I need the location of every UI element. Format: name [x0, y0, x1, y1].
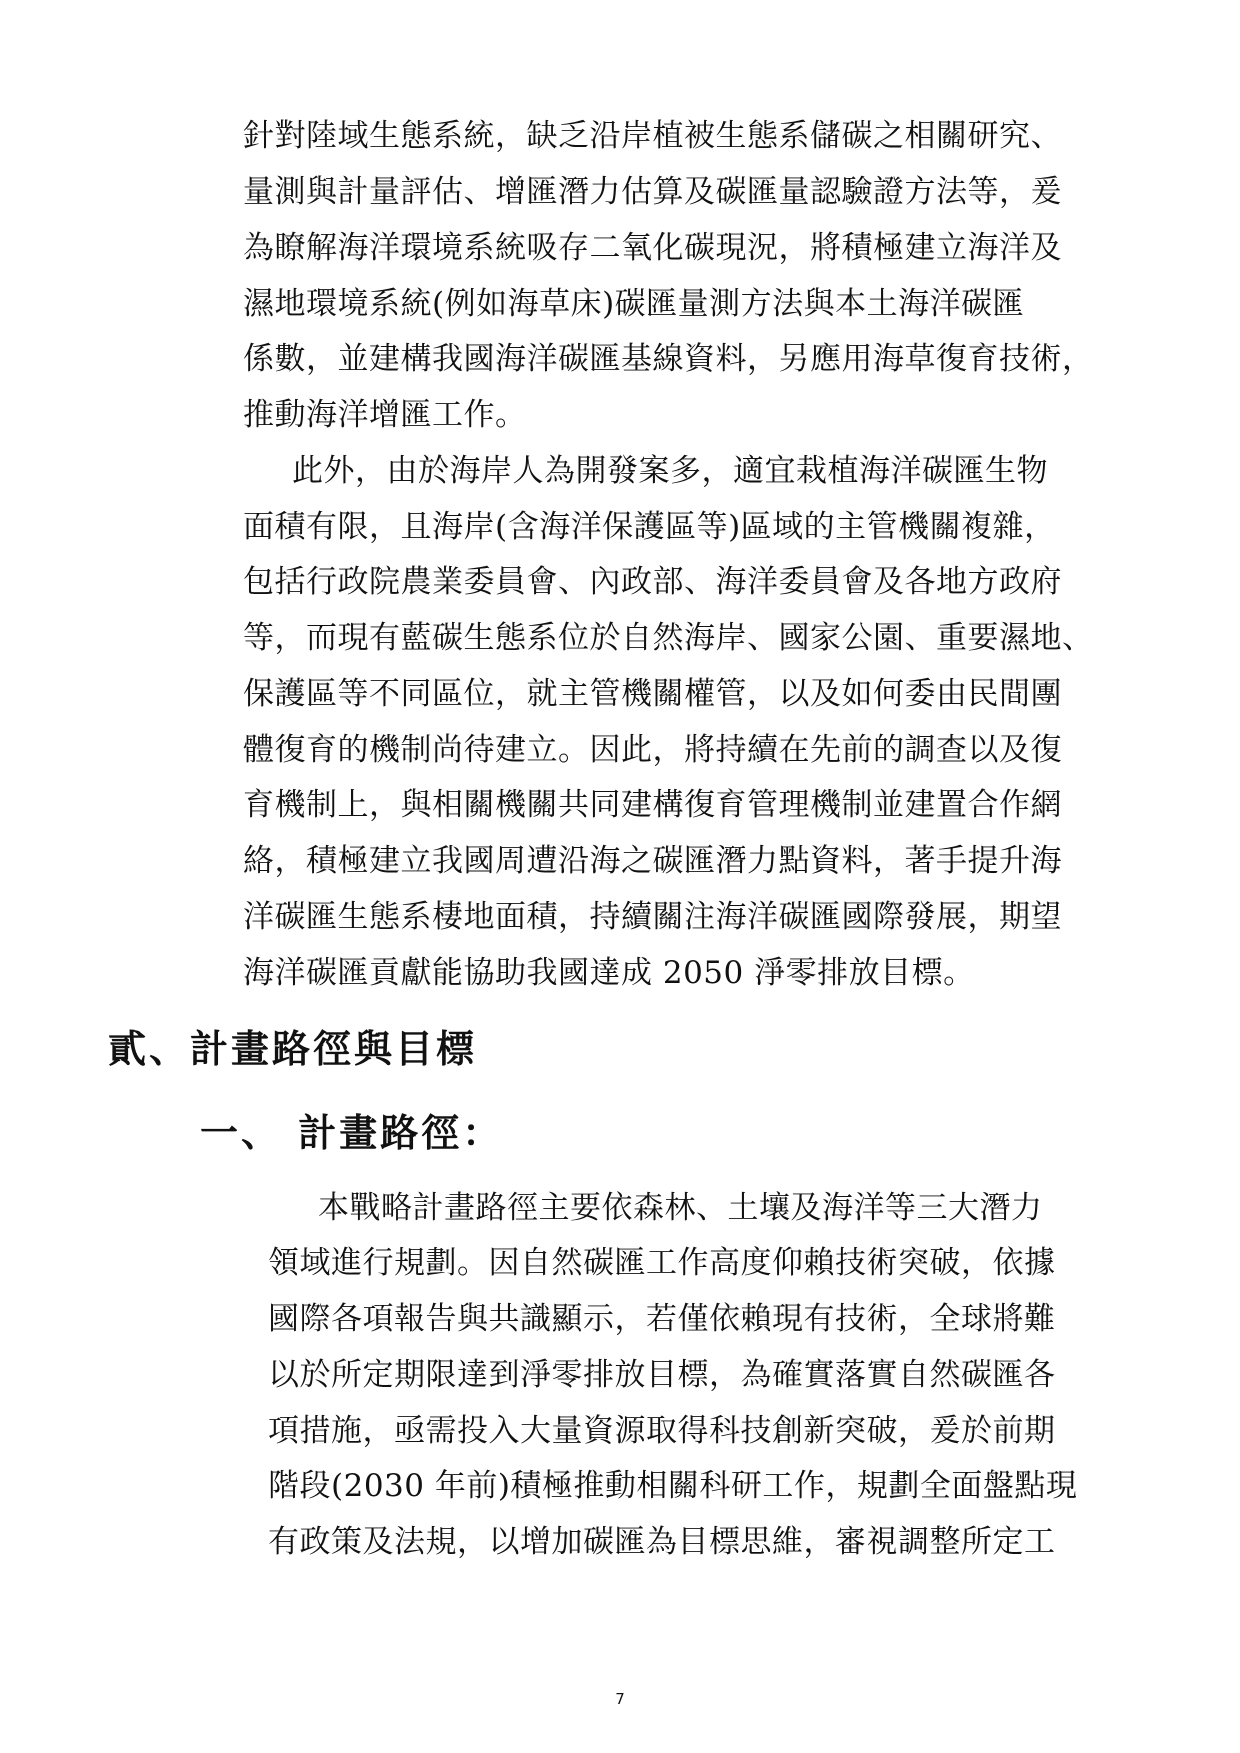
page-number: 7 [615, 1690, 625, 1708]
paragraph-line: 針對陸域生態系統，缺乏沿岸植被生態系儲碳之相關研究、 [243, 118, 1062, 154]
paragraph-line: 本戰略計畫路徑主要依森林、土壤及海洋等三大潛力 [318, 1190, 1043, 1226]
paragraph-line: 洋碳匯生態系棲地面積，持續關注海洋碳匯國際發展，期望 [243, 899, 1062, 935]
paragraph-line: 階段(2030 年前)積極推動相關科研工作，規劃全面盤點現 [268, 1468, 1078, 1504]
paragraph-line: 有政策及法規，以增加碳匯為目標思維，審視調整所定工 [268, 1524, 1056, 1560]
paragraph-line: 面積有限，且海岸(含海洋保護區等)區域的主管機關複雜， [243, 509, 1056, 545]
paragraph-line: 海洋碳匯貢獻能協助我國達成 2050 淨零排放目標。 [243, 955, 975, 991]
subsection-heading: 一、 計畫路徑： [200, 1111, 504, 1155]
paragraph-line: 以於所定期限達到淨零排放目標，為確實落實自然碳匯各 [268, 1357, 1056, 1393]
paragraph-line: 量測與計量評估、增匯潛力估算及碳匯量認驗證方法等，爰 [243, 174, 1062, 210]
paragraph-line: 項措施，亟需投入大量資源取得科技創新突破，爰於前期 [268, 1413, 1056, 1449]
paragraph-line: 係數，並建構我國海洋碳匯基線資料，另應用海草復育技術， [243, 341, 1094, 377]
paragraph-line: 推動海洋增匯工作。 [243, 397, 527, 433]
paragraph-line: 體復育的機制尚待建立。因此，將持續在先前的調查以及復 [243, 732, 1062, 768]
section-heading: 貳、計畫路徑與目標 [108, 1027, 478, 1071]
paragraph-line: 領域進行規劃。因自然碳匯工作高度仰賴技術突破，依據 [268, 1245, 1056, 1281]
paragraph-line: 此外，由於海岸人為開發案多，適宜栽植海洋碳匯生物 [292, 453, 1048, 489]
paragraph-line: 國際各項報告與共識顯示，若僅依賴現有技術，全球將難 [268, 1301, 1056, 1337]
paragraph-line: 保護區等不同區位，就主管機關權管，以及如何委由民間團 [243, 676, 1062, 712]
paragraph-line: 濕地環境系統(例如海草床)碳匯量測方法與本土海洋碳匯 [243, 286, 1025, 322]
paragraph-line: 絡，積極建立我國周遭沿海之碳匯潛力點資料，著手提升海 [243, 843, 1062, 879]
paragraph-line: 為瞭解海洋環境系統吸存二氧化碳現況，將積極建立海洋及 [243, 230, 1062, 266]
paragraph-line: 育機制上，與相關機關共同建構復育管理機制並建置合作網 [243, 787, 1062, 823]
paragraph-line: 等，而現有藍碳生態系位於自然海岸、國家公園、重要濕地、 [243, 620, 1094, 656]
paragraph-line: 包括行政院農業委員會、內政部、海洋委員會及各地方政府 [243, 564, 1062, 600]
